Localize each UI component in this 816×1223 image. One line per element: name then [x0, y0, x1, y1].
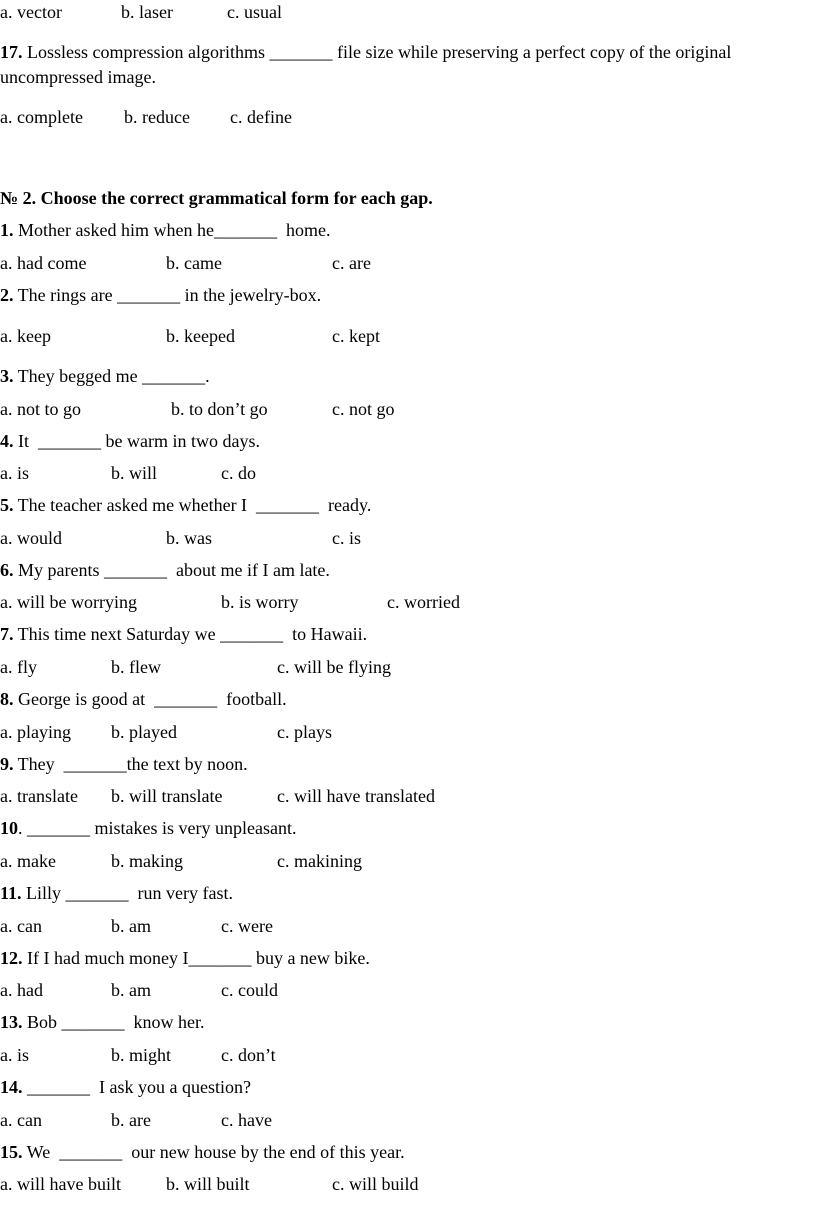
question-15-option-a: a. will have built	[0, 1174, 121, 1194]
question-5-option-a: a. would	[0, 528, 62, 548]
question-14-option-c: c. have	[221, 1110, 272, 1130]
question-14	[0, 1076, 251, 1098]
question-10-option-a: a. make	[0, 851, 56, 871]
question-number: 2.	[0, 285, 14, 305]
question-15	[0, 1141, 405, 1163]
question-10-option-c: c. makining	[277, 851, 362, 871]
question-14-option-a: a. can	[0, 1110, 42, 1130]
question-4-option-a: a. is	[0, 463, 29, 483]
question-3-option-a: a. not to go	[0, 399, 81, 419]
question-13-option-b: b. might	[111, 1045, 172, 1065]
question-number: 8.	[0, 689, 14, 709]
question-2-option-b: b. keeped	[166, 326, 235, 346]
question-number: 1.	[0, 220, 14, 240]
question-12-option-a: a. had	[0, 980, 43, 1000]
question-text: George is good at _______ football.	[13, 689, 287, 709]
question-text: The rings are _______ in the jewelry-box.	[13, 285, 322, 305]
question-number: 10	[0, 818, 18, 838]
question-text: They _______the text by noon.	[13, 754, 248, 774]
question-text: Bob _______ know her.	[22, 1012, 205, 1032]
question-text: . _______ mistakes is very unpleasant.	[18, 818, 297, 838]
q17-line2: uncompressed image.	[0, 67, 156, 87]
question-text: Mother asked him when he_______ home.	[13, 220, 331, 240]
question-number: 11.	[0, 883, 22, 903]
question-13-option-c: c. don’t	[221, 1045, 276, 1065]
question-5	[0, 494, 371, 516]
question-text: They begged me _______.	[13, 366, 210, 386]
question-number: 5.	[0, 495, 14, 515]
question-number: 7.	[0, 624, 14, 644]
question-11-option-b: b. am	[111, 916, 151, 936]
question-7	[0, 623, 367, 645]
question-15-option-b: b. will built	[166, 1174, 250, 1194]
question-10-option-b: b. making	[111, 851, 183, 871]
question-14-option-b: b. are	[111, 1110, 151, 1130]
question-1	[0, 219, 330, 241]
question-text: My parents _______ about me if I am late.	[13, 560, 330, 580]
question-3-option-b: b. to don’t go	[171, 399, 268, 419]
q17-option-c: c. define	[230, 107, 292, 127]
q17-number: 17.	[0, 42, 23, 62]
q17-text: Lossless compression algorithms _______ file size while preserving a perfect copy of the original	[22, 42, 732, 62]
question-6-option-a: a. will be worrying	[0, 592, 137, 612]
question-3	[0, 365, 210, 387]
question-number: 3.	[0, 366, 14, 386]
question-5-option-c: c. is	[332, 528, 361, 548]
question-6-option-b: b. is worry	[221, 592, 299, 612]
question-3-option-c: c. not go	[332, 399, 395, 419]
question-9-option-c: c. will have translated	[277, 786, 435, 806]
question-9-option-a: a. translate	[0, 786, 78, 806]
q17-option-a: a. complete	[0, 107, 83, 127]
question-text: The teacher asked me whether I _______ ready.	[13, 495, 372, 515]
question-11	[0, 882, 233, 904]
question-2-option-a: a. keep	[0, 326, 51, 346]
question-12-option-c: c. could	[221, 980, 278, 1000]
option-c: c. usual	[227, 2, 282, 22]
question-2	[0, 284, 321, 306]
question-9	[0, 753, 248, 775]
question-number: 14.	[0, 1077, 23, 1097]
question-7-option-a: a. fly	[0, 657, 37, 677]
question-number: 13.	[0, 1012, 23, 1032]
question-4	[0, 430, 260, 452]
question-7-option-b: b. flew	[111, 657, 161, 677]
question-11-option-c: c. were	[221, 916, 273, 936]
question-text: We _______ our new house by the end of this year.	[22, 1142, 405, 1162]
question-text: Lilly _______ run very fast.	[21, 883, 233, 903]
question-12-option-b: b. am	[111, 980, 151, 1000]
question-text: _______ I ask you a question?	[22, 1077, 251, 1097]
question-6-option-c: c. worried	[387, 592, 460, 612]
question-2-option-c: c. kept	[332, 326, 380, 346]
q17-option-b: b. reduce	[124, 107, 190, 127]
question-number: 9.	[0, 754, 14, 774]
question-8-option-a: a. playing	[0, 722, 71, 742]
question-5-option-b: b. was	[166, 528, 212, 548]
q17-line1	[0, 41, 731, 63]
option-b: b. laser	[121, 2, 173, 22]
question-8	[0, 688, 287, 710]
question-number: 15.	[0, 1142, 23, 1162]
question-1-option-c: c. are	[332, 253, 371, 273]
question-13-option-a: a. is	[0, 1045, 29, 1065]
question-13	[0, 1011, 205, 1033]
section-heading: № 2. Choose the correct grammatical form for each gap.	[0, 188, 433, 208]
question-text: It _______ be warm in two days.	[13, 431, 260, 451]
question-8-option-c: c. plays	[277, 722, 332, 742]
question-12	[0, 947, 370, 969]
question-text: If I had much money I_______ buy a new bike.	[22, 948, 370, 968]
question-9-option-b: b. will translate	[111, 786, 223, 806]
question-1-option-b: b. came	[166, 253, 222, 273]
question-number: 12.	[0, 948, 23, 968]
question-1-option-a: a. had come	[0, 253, 87, 273]
question-text: This time next Saturday we _______ to Hawaii.	[13, 624, 368, 644]
question-10	[0, 817, 296, 839]
question-15-option-c: c. will build	[332, 1174, 419, 1194]
question-11-option-a: a. can	[0, 916, 42, 936]
question-number: 4.	[0, 431, 14, 451]
question-4-option-c: c. do	[221, 463, 256, 483]
question-4-option-b: b. will	[111, 463, 158, 483]
question-7-option-c: c. will be flying	[277, 657, 391, 677]
question-8-option-b: b. played	[111, 722, 177, 742]
question-6	[0, 559, 330, 581]
option-a: a. vector	[0, 2, 62, 22]
question-number: 6.	[0, 560, 14, 580]
